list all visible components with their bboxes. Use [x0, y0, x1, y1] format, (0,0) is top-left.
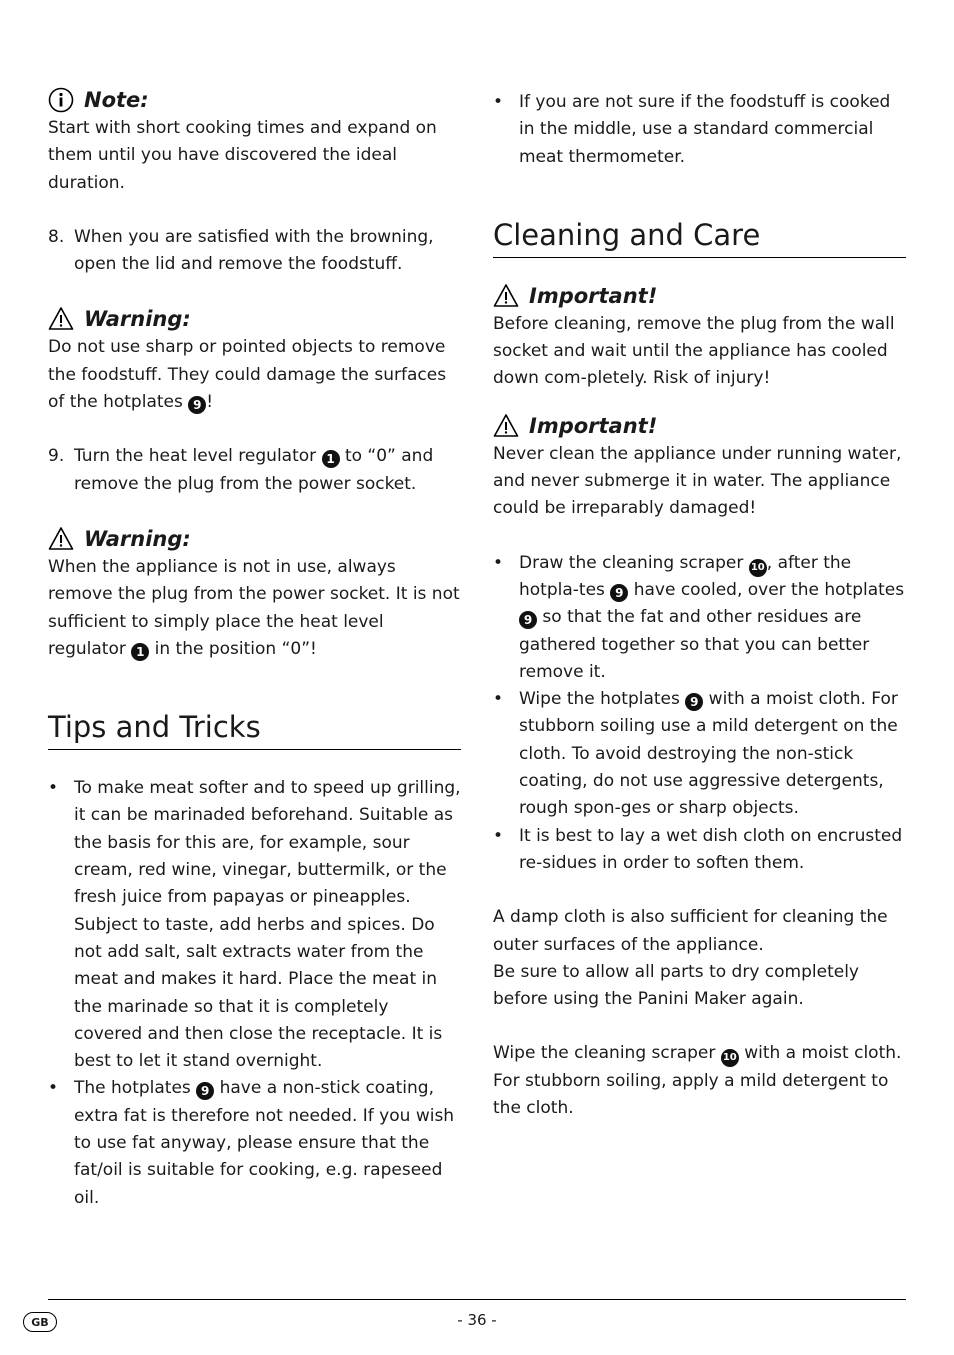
step-8	[48, 224, 461, 279]
note-title: Note:	[84, 88, 149, 112]
important-text: Before cleaning, remove the plug from the wall socket and wait until the appliance has cooled down com-pletely. Risk of injury!	[493, 313, 895, 389]
important-title: Important!	[529, 283, 658, 308]
warning-callout-2	[48, 525, 461, 663]
list-item	[493, 550, 906, 686]
cleaning-text-part: with a moist cloth. For stubborn soiling use a mild detergent on the cloth. To avoid destroying the non-stick coating, do not use aggressive detergents, rough spon-ges or sharp objects.	[519, 689, 898, 819]
right-column	[493, 80, 906, 1122]
tips-list	[48, 775, 461, 1212]
thermometer-list	[493, 89, 906, 171]
scraper-text-part: with a moist cloth. For stubborn soiling, apply a mild detergent to the cloth.	[493, 1043, 902, 1119]
scraper-ref-badge: 10	[749, 559, 767, 577]
scraper-cleaning-text	[493, 1040, 906, 1122]
warning-triangle-icon	[493, 283, 519, 309]
warning-heading	[48, 305, 461, 333]
bullet: •	[493, 552, 504, 573]
left-column	[48, 80, 461, 1212]
important-callout-1	[493, 282, 906, 393]
list-item	[493, 89, 906, 171]
note-callout	[48, 86, 461, 197]
cleaning-text-part: , after the hotpla-tes	[519, 552, 852, 600]
outer-surface-text: A damp cloth is also sufficient for cleaning the outer surfaces of the appliance.	[493, 907, 888, 955]
footer-divider	[48, 1299, 906, 1300]
scraper-text-part: Wipe the cleaning scraper	[493, 1043, 721, 1064]
note-heading	[48, 86, 461, 114]
bullet: •	[493, 825, 504, 846]
important-callout-2	[493, 412, 906, 523]
bullet: •	[48, 778, 59, 799]
thermometer-text: If you are not sure if the foodstuff is cooked in the middle, use a standard commercial meat thermometer.	[519, 92, 891, 167]
warning-text-part: When the appliance is not in use, always remove the plug from the power socket. It is not sufficient to simply place the heat level regulator	[48, 556, 460, 659]
regulator-ref-badge: 1	[322, 450, 340, 468]
warning-text-part: in the position “0”!	[149, 638, 317, 659]
hotplates-ref-badge: 9	[519, 611, 537, 629]
step-text: When you are satisfied with the browning, open the lid and remove the foodstuff.	[74, 226, 434, 275]
bullet: •	[493, 689, 504, 710]
step-text	[74, 446, 433, 493]
step-text-part: Turn the heat level regulator	[74, 446, 322, 467]
info-icon	[48, 87, 74, 113]
warning-text	[48, 554, 461, 663]
warning-text	[48, 334, 461, 416]
warning-triangle-icon	[48, 526, 74, 552]
step-text-part: to “0” and remove the plug from the power socket.	[74, 446, 434, 494]
cleaning-text	[519, 689, 898, 818]
cleaning-list	[493, 550, 906, 878]
hotplates-ref-badge: 9	[196, 1082, 214, 1100]
list-item	[48, 443, 461, 498]
warning-callout-1	[48, 305, 461, 416]
warning-triangle-icon	[48, 306, 74, 332]
tip-text	[74, 1078, 454, 1207]
step-9	[48, 443, 461, 498]
dry-parts-text: Be sure to allow all parts to dry completely before using the Panini Maker again.	[493, 961, 859, 1010]
warning-heading	[48, 525, 461, 553]
tips-heading: Tips and Tricks	[48, 709, 461, 750]
cleaning-text-part: have cooled, over the hotplates	[628, 579, 905, 600]
cleaning-text: It is best to lay a wet dish cloth on encrusted re-sidues in order to soften them.	[519, 825, 903, 873]
hotplates-ref-badge: 9	[610, 584, 628, 602]
list-item	[493, 823, 906, 878]
page-number: - 36 -	[457, 1311, 497, 1329]
hotplates-ref-badge: 9	[685, 693, 703, 711]
warning-text-part: !	[206, 392, 214, 413]
cleaning-heading: Cleaning and Care	[493, 217, 906, 258]
tip-text-part: The hotplates	[74, 1078, 197, 1099]
important-heading	[493, 412, 906, 440]
cleaning-text	[519, 553, 904, 682]
list-item	[48, 775, 461, 1075]
list-item	[48, 224, 461, 279]
important-title: Important!	[529, 413, 658, 438]
step-number: 9.	[48, 446, 65, 467]
warning-title: Warning:	[84, 307, 191, 332]
warning-title: Warning:	[84, 526, 191, 551]
note-text: Start with short cooking times and expand on them until you have discovered the ideal duration.	[48, 118, 437, 193]
tip-text: To make meat softer and to speed up grilling, it can be marinaded beforehand. Suitable as the basis for this are, for example, sour cream, red wine, vinegar, buttermilk, or the fresh juice from papayas or pineapples. Subject to taste, add herbs and spices. Do not add salt, salt extracts water from the meat and makes it hard. Place the meat in the marinade so that it is completely covered and then close the receptacle. It is best to let it stand overnight.	[74, 778, 461, 1072]
important-text: Never clean the appliance under running water, and never submerge it in water. The appliance could be irreparably damaged!	[493, 443, 902, 519]
cleaning-text-part: Wipe the hotplates	[519, 689, 686, 710]
important-heading	[493, 282, 906, 310]
warning-triangle-icon	[493, 413, 519, 439]
bullet: •	[48, 1078, 59, 1099]
hotplates-ref-badge: 9	[188, 396, 206, 414]
scraper-ref-badge: 10	[721, 1049, 739, 1067]
cleaning-text-part: so that the fat and other residues are gathered together so that you can better remove it.	[519, 607, 870, 682]
regulator-ref-badge: 1	[131, 643, 149, 661]
country-badge: GB	[23, 1312, 57, 1332]
step-number: 8.	[48, 226, 65, 247]
tip-text-part: have a non-stick coating, extra fat is therefore not needed. If you wish to use fat anyway, please ensure that the fat/oil is suitable for cooking, e.g. rapeseed oil.	[74, 1078, 455, 1208]
list-item	[493, 686, 906, 822]
cleaning-text-part: Draw the cleaning scraper	[519, 552, 749, 573]
warning-text-part: Do not use sharp or pointed objects to remove the foodstuff. They could damage the surfaces of the hotplates	[48, 337, 447, 413]
list-item	[48, 1075, 461, 1211]
bullet: •	[493, 92, 504, 112]
